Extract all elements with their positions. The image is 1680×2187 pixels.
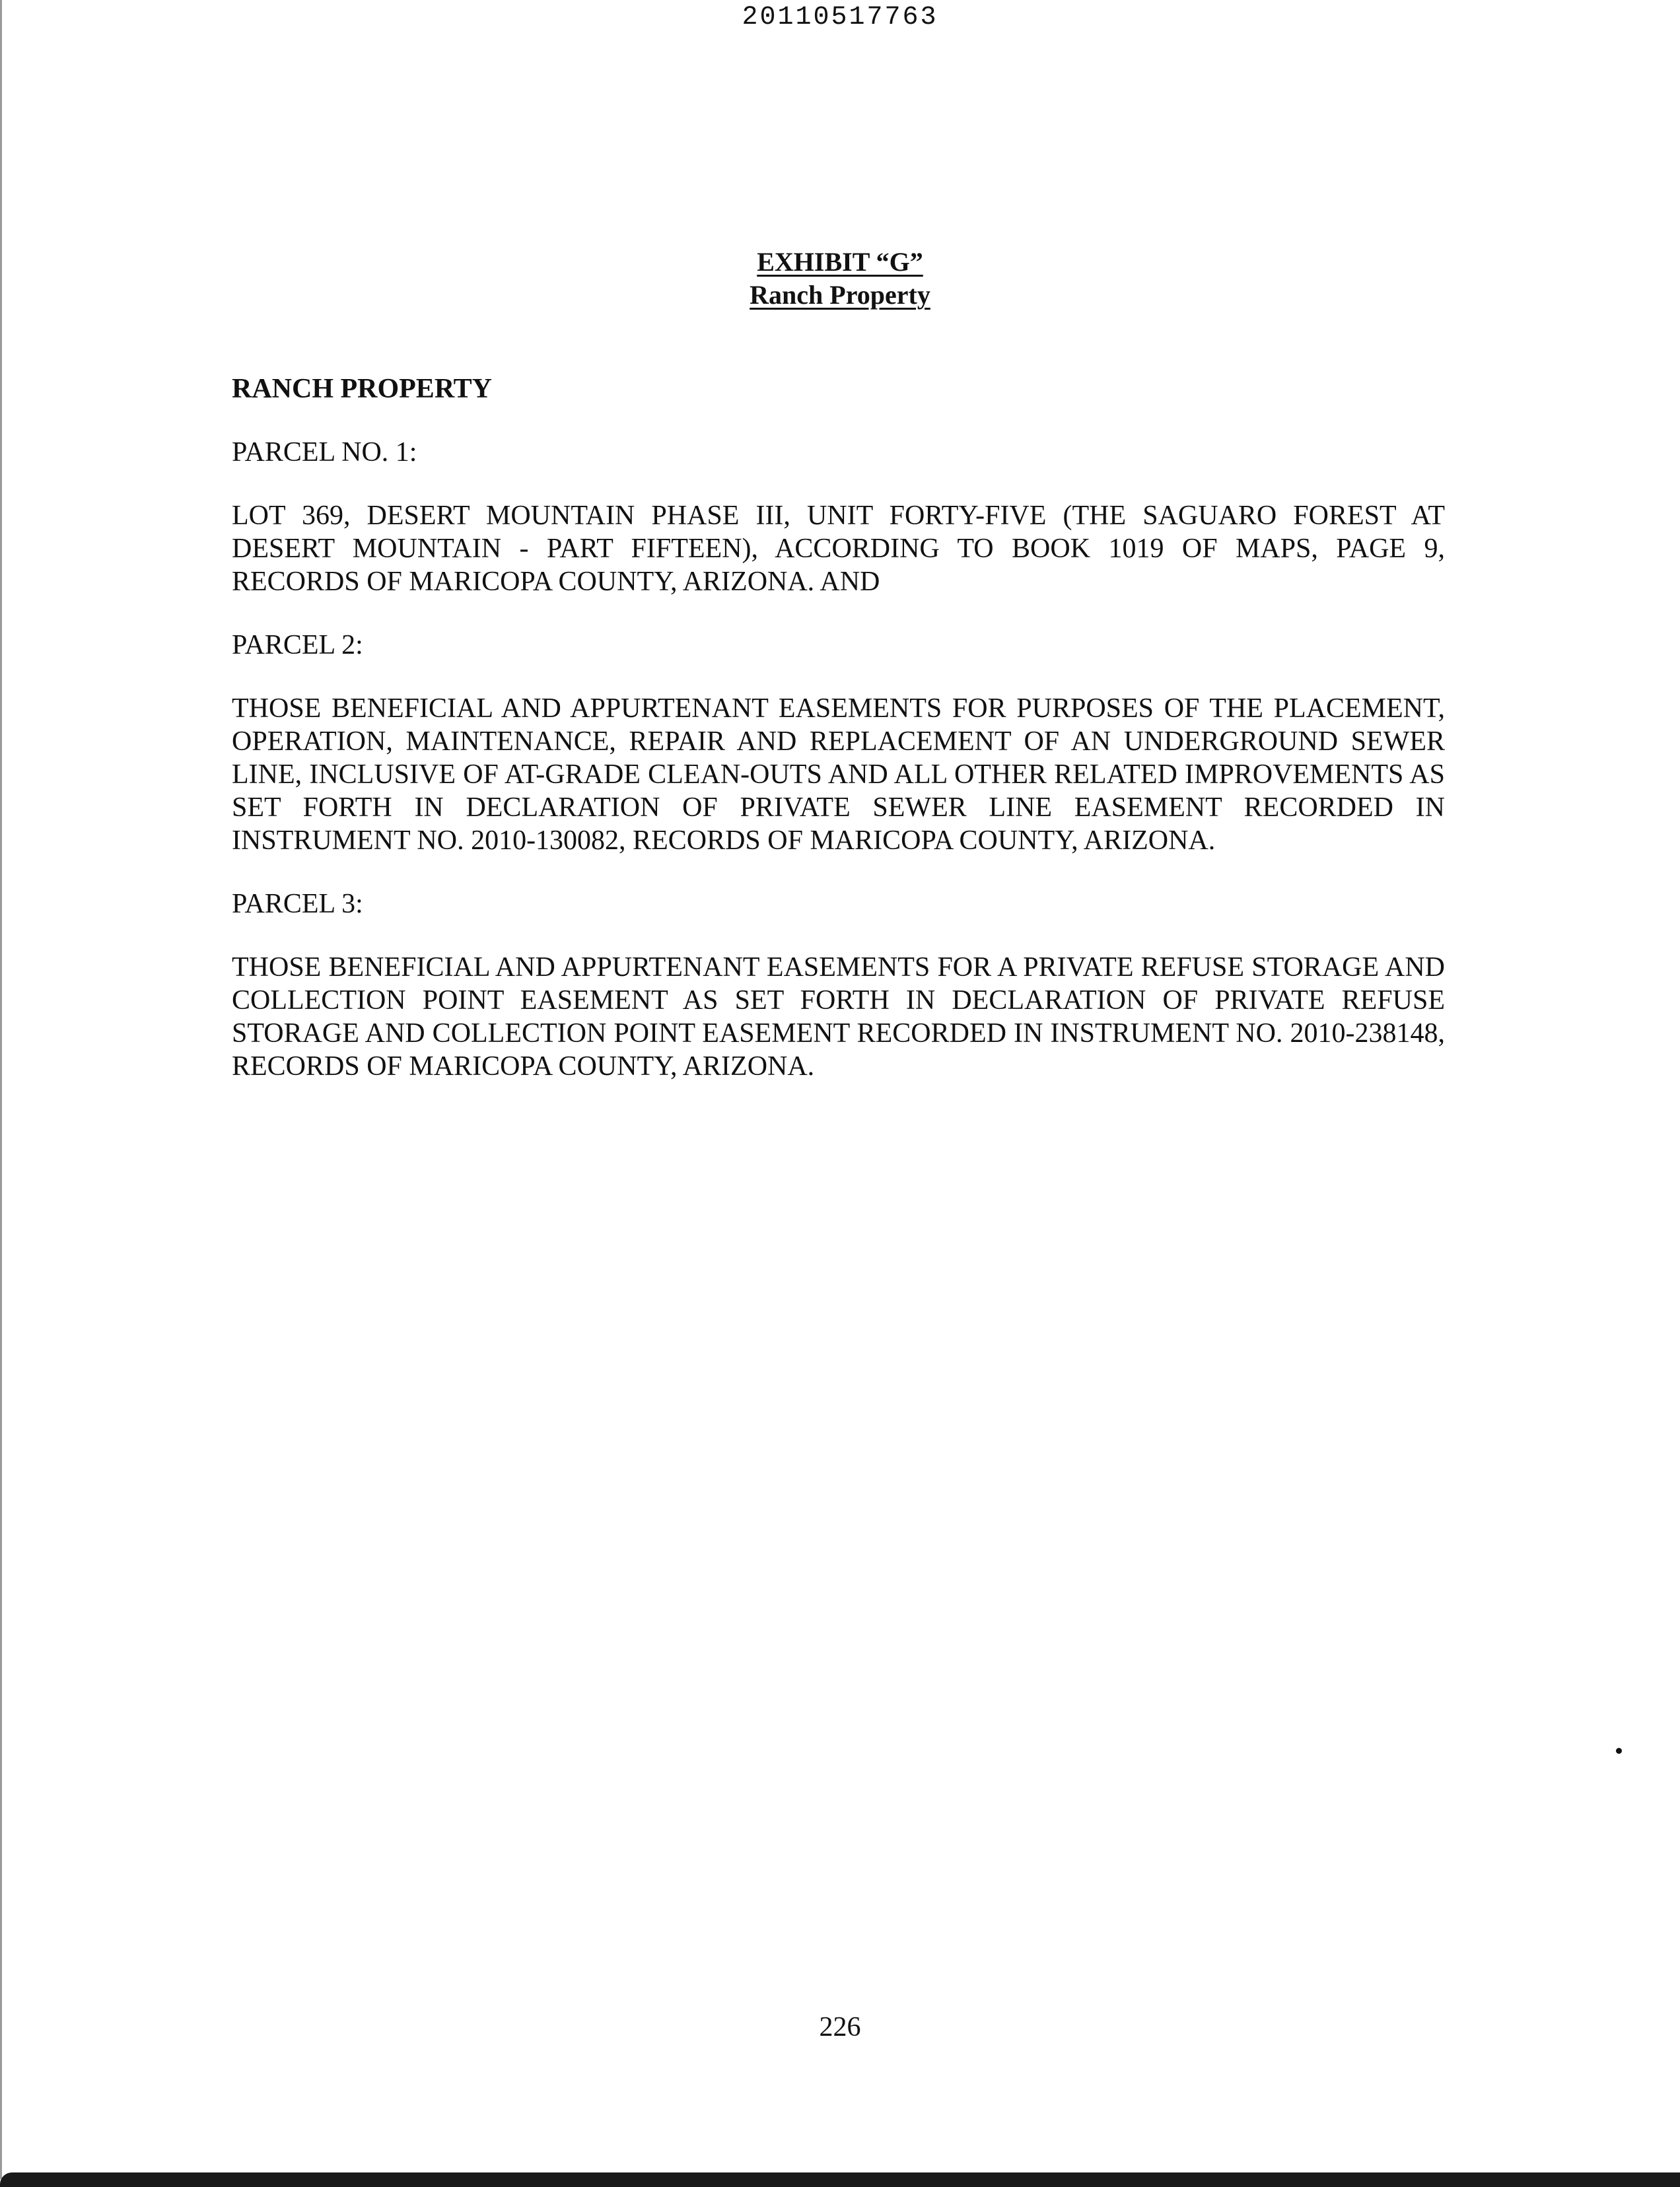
parcel-1-description: LOT 369, DESERT MOUNTAIN PHASE III, UNIT FORTY-FIVE (THE SAGUARO FOREST AT DESERT MOUNTAIN - PART FIFTEEN), ACCORDING TO BOOK 1019 OF MAPS, PAGE 9, RECORDS OF MARICOPA COUNTY, ARIZONA. AND bbox=[232, 501, 1445, 597]
parcel-1-label: PARCEL NO. 1: bbox=[232, 437, 417, 468]
parcel-2-description: THOSE BENEFICIAL AND APPURTENANT EASEMENTS FOR PURPOSES OF THE PLACEMENT, OPERATION, MAINTENANCE, REPAIR AND REPLACEMENT OF AN UNDERGROUND SEWER LINE, INCLUSIVE OF AT-GRADE CLEAN-OUTS AND ALL OTHER RELATED IMPROVEMENTS AS SET FORTH IN DECLARATION OF PRIVATE SEWER LINE EASEMENT RECORDED IN INSTRUMENT NO. 2010-130082, RECORDS OF MARICOPA COUNTY, ARIZONA. bbox=[232, 693, 1445, 856]
exhibit-heading bbox=[0, 246, 1680, 312]
scan-speck bbox=[1616, 1748, 1622, 1754]
document-body bbox=[232, 372, 1445, 1113]
page-number: 226 bbox=[819, 2012, 861, 2042]
scan-edge-left bbox=[0, 0, 2, 2179]
scan-edge-bottom bbox=[0, 2172, 1680, 2187]
parcel-3-description: THOSE BENEFICIAL AND APPURTENANT EASEMENTS FOR A PRIVATE REFUSE STORAGE AND COLLECTION POINT EASEMENT AS SET FORTH IN DECLARATION OF PRIVATE REFUSE STORAGE AND COLLECTION POINT EASEMENT RECORDED IN INSTRUMENT NO. 2010-238148, RECORDS OF MARICOPA COUNTY, ARIZONA. bbox=[232, 952, 1445, 1082]
exhibit-subtitle: Ranch Property bbox=[750, 280, 930, 310]
recording-number: 20110517763 bbox=[742, 3, 938, 32]
section-title: RANCH PROPERTY bbox=[232, 374, 493, 404]
parcel-2-label: PARCEL 2: bbox=[232, 630, 363, 660]
exhibit-title: EXHIBIT “G” bbox=[757, 247, 923, 277]
parcel-3-label: PARCEL 3: bbox=[232, 889, 363, 919]
